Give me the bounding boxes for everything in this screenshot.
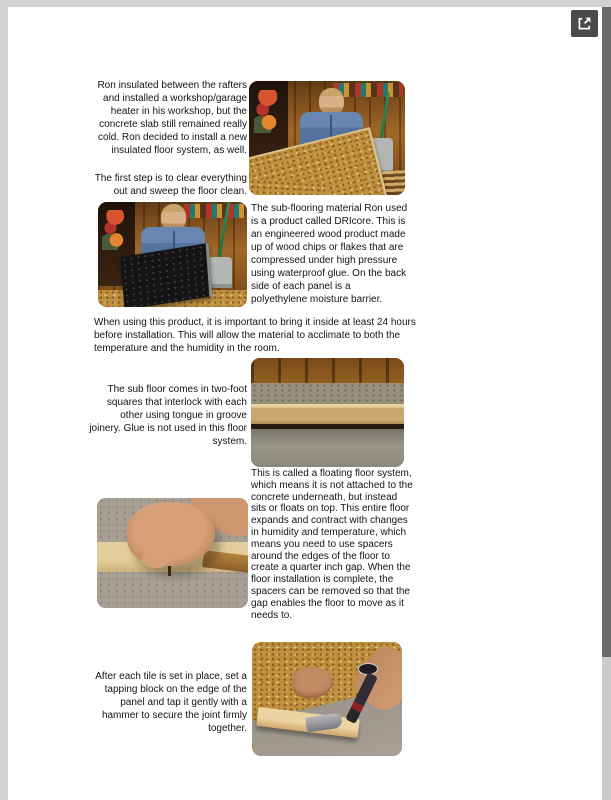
hand-pressing-panel bbox=[293, 667, 334, 698]
concrete-band bbox=[251, 383, 404, 404]
concrete-floor-band bbox=[251, 429, 404, 467]
photo-subfloor-edge-closeup bbox=[251, 358, 404, 467]
photo-ron-showing-moisture-barrier bbox=[98, 202, 247, 307]
open-in-new-button[interactable] bbox=[571, 10, 598, 37]
panel-edge-band bbox=[251, 404, 404, 425]
shelf-bins bbox=[184, 204, 245, 218]
wall-planks-band bbox=[251, 358, 404, 383]
scrollbar-track[interactable] bbox=[602, 7, 611, 800]
paragraph-tapping-block: After each tile is set in place, set a tapping block on the edge of the panel and tap it gently with a hammer to secure the joint firmly together. bbox=[95, 671, 247, 734]
shelf-bins bbox=[333, 83, 403, 97]
frame-top-border bbox=[0, 0, 611, 7]
photo-hammer-tapping-block bbox=[252, 642, 402, 756]
scrollbar-thumb[interactable] bbox=[602, 7, 611, 657]
open-in-new-icon bbox=[576, 15, 593, 32]
paragraph-acclimate: When using this product, it is important to bring it inside at least 24 hours before installation. This will allow the material to acclimate to both the temperature and the humidity in the room. bbox=[94, 317, 416, 354]
hanging-tools bbox=[254, 90, 279, 133]
frame-left-border bbox=[0, 7, 8, 800]
paragraph-first-step: The first step is to clear everything out and sweep the floor clean. bbox=[94, 173, 247, 197]
paragraph-dricore: The sub-flooring material Ron used is a product called DRIcore. This is an engineered wood product made up of wood chips or flakes that are compressed under high pressure using waterproof glue. On the back side of each panel is a polyethylene moisture barrier. bbox=[251, 203, 408, 305]
photo-ron-holding-osb-panel bbox=[249, 81, 405, 195]
paragraph-intro: Ron insulated between the rafters and installed a workshop/garage heater in his workshop, but the concrete slab still remained really cold. Ron decided to install a new insulated floor system, as well. bbox=[97, 80, 247, 156]
photo-hand-placing-spacer bbox=[97, 498, 248, 608]
paragraph-squares: The sub floor comes in two-foot squares that interlock with each other using tongue in groove joinery. Glue is not used in this floor system. bbox=[89, 384, 247, 447]
paragraph-floating-floor: This is called a floating floor system, which means it is not attached to the concrete underneath, but instead sits or floats on top. This entire floor expands and contract with changes in humidity and temperature, which means you need to use spacers around the edges of the floor to create a quarter inch gap. When the floor installation is complete, the spacers can be removed so that the gap enables the floor to move as it needs to. bbox=[251, 468, 413, 621]
hanging-tools bbox=[102, 210, 126, 250]
